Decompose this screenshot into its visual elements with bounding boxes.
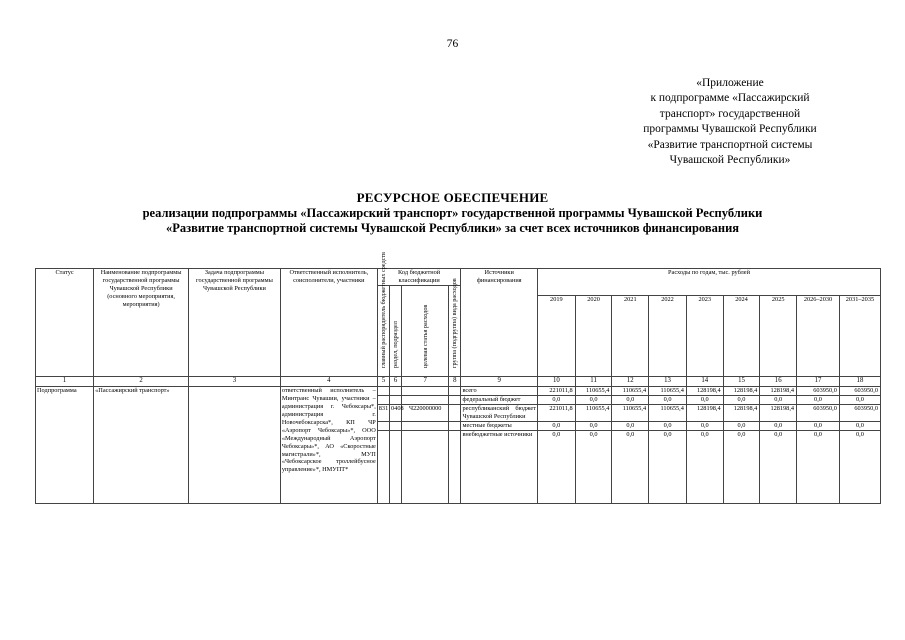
code-group	[449, 405, 461, 422]
value-cell: 128198,4	[723, 387, 760, 396]
code-cell	[449, 421, 461, 430]
value-cell: 0,0	[537, 421, 575, 430]
value-cell: 0,0	[797, 421, 840, 430]
value-cell: 603950,0	[797, 387, 840, 396]
value-cell: 110655,4	[575, 405, 612, 422]
value-cell: 0,0	[649, 430, 687, 503]
value-cell: 110655,4	[649, 387, 687, 396]
column-number: 17	[797, 377, 840, 387]
header-sources: Источники финансирования	[461, 269, 538, 377]
code-section: 0408	[390, 405, 402, 422]
value-cell: 603950,0	[839, 405, 880, 422]
appendix-line: к подпрограмме «Пассажирский	[650, 92, 810, 105]
code-cell	[377, 396, 389, 405]
header-code-section-text: раздел, подраздел	[392, 321, 400, 368]
header-task: Задача подпрограммы государственной программы Чувашской Республики	[189, 269, 281, 377]
source-label: федеральный бюджет	[461, 396, 538, 405]
header-status: Статус	[36, 269, 94, 377]
column-number: 15	[723, 377, 760, 387]
value-cell: 128198,4	[686, 387, 723, 396]
value-cell: 0,0	[760, 421, 797, 430]
appendix-line: «Приложение	[696, 77, 764, 89]
document-title	[0, 190, 905, 237]
value-cell: 110655,4	[649, 405, 687, 422]
value-cell: 0,0	[612, 396, 649, 405]
appendix-line: программы Чувашской Республики	[643, 123, 817, 136]
header-name: Наименование подпрограммы государственной программы Чувашской Республики (основного мероприятия, мероприятия)	[94, 269, 189, 377]
header-code-grbs	[377, 251, 389, 377]
header-year: 2031–2035	[839, 296, 880, 377]
title-line: «Развитие транспортной системы Чувашской Республики» за счет всех источников финансирования	[165, 221, 740, 235]
value-cell: 0,0	[612, 421, 649, 430]
value-cell: 0,0	[575, 421, 612, 430]
header-year: 2024	[723, 296, 760, 377]
header-expenses-spacer	[537, 285, 880, 296]
code-cell	[390, 430, 402, 503]
value-cell: 0,0	[723, 421, 760, 430]
value-cell: 0,0	[612, 430, 649, 503]
value-cell: 110655,4	[612, 405, 649, 422]
value-cell: 0,0	[686, 421, 723, 430]
code-cell	[390, 387, 402, 396]
header-code-grbs-text: главный распорядитель бюджетных средств	[379, 251, 387, 368]
column-number: 10	[537, 377, 575, 387]
code-target: Ч220000000	[402, 405, 449, 422]
value-cell: 128198,4	[723, 405, 760, 422]
value-cell: 0,0	[649, 396, 687, 405]
column-number: 5	[377, 377, 389, 387]
value-cell: 110655,4	[575, 387, 612, 396]
source-label: республиканский бюджет Чувашской Республики	[462, 405, 536, 421]
code-cell	[390, 396, 402, 405]
code-cell	[377, 387, 389, 396]
value-cell: 128198,4	[760, 387, 797, 396]
code-grbs: 831	[377, 405, 389, 422]
value-cell: 0,0	[537, 430, 575, 503]
column-number: 12	[612, 377, 649, 387]
header-year: 2019	[537, 296, 575, 377]
column-number: 16	[760, 377, 797, 387]
column-number: 3	[189, 377, 281, 387]
appendix-block	[600, 76, 860, 168]
code-cell	[402, 396, 449, 405]
source-label: местные бюджеты	[461, 421, 538, 430]
code-cell	[390, 421, 402, 430]
code-cell	[449, 396, 461, 405]
value-cell: 0,0	[575, 430, 612, 503]
code-cell	[402, 421, 449, 430]
value-cell: 0,0	[839, 421, 880, 430]
value-cell: 221011,8	[537, 387, 575, 396]
value-cell: 0,0	[537, 396, 575, 405]
row-status: Подпрограмма	[36, 387, 94, 504]
column-number: 13	[649, 377, 687, 387]
page-number: 76	[446, 38, 459, 50]
row-name: «Пассажирский транспорт»	[94, 387, 189, 504]
header-year: 2025	[760, 296, 797, 377]
column-number: 4	[280, 377, 377, 387]
column-number: 8	[449, 377, 461, 387]
value-cell: 0,0	[723, 430, 760, 503]
resource-table	[35, 251, 881, 504]
value-cell: 603950,0	[797, 405, 840, 422]
row-responsible: ответственный исполнитель – Минтранс Чувашии, участники – администрация г. Чебоксары*, администрация г. Новочебоксарска*, КП ЧР «Аэропорт Чебоксары»*, ООО «Международный Аэропорт Чебоксары»*, АО «Скоростные магистрали»*, МУП «Чебоксарское троллейбусное управление»*, НМУПТ*	[280, 387, 377, 504]
value-cell: 0,0	[723, 396, 760, 405]
column-number: 7	[402, 377, 449, 387]
header-responsible: Ответственный исполнитель, соисполнители, участники	[280, 269, 377, 377]
header-year: 2023	[686, 296, 723, 377]
value-cell: 128198,4	[686, 405, 723, 422]
column-number: 9	[461, 377, 538, 387]
source-label: всего	[461, 387, 538, 396]
code-cell	[449, 430, 461, 503]
header-code-section	[390, 285, 402, 377]
column-number: 11	[575, 377, 612, 387]
value-cell: 128198,4	[760, 405, 797, 422]
code-cell	[377, 421, 389, 430]
code-cell	[449, 387, 461, 396]
value-cell: 0,0	[575, 396, 612, 405]
value-cell: 0,0	[649, 421, 687, 430]
column-number: 1	[36, 377, 94, 387]
header-expenses: Расходы по годам, тыс. рублей	[537, 269, 880, 286]
source-label: внебюджетные источники	[461, 430, 538, 503]
header-code-group	[449, 278, 461, 377]
appendix-line: транспорт» государственной	[659, 107, 801, 120]
title-line: реализации подпрограммы «Пассажирский транспорт» государственной программы Чувашской Республики	[142, 205, 763, 220]
column-number: 2	[94, 377, 189, 387]
code-cell	[377, 430, 389, 503]
row-task	[189, 387, 281, 504]
header-code-group-text: группа (подгруппа) вида расходов	[451, 278, 459, 368]
header-year: 2026–2030	[797, 296, 840, 377]
column-number: 18	[839, 377, 880, 387]
value-cell: 603950,0	[839, 387, 880, 396]
header-budget-code: Код бюджетной классификации	[377, 269, 461, 286]
header-year: 2021	[612, 296, 649, 377]
appendix-line: «Развитие транспортной системы	[647, 138, 813, 151]
header-year: 2022	[649, 296, 687, 377]
value-cell: 0,0	[760, 430, 797, 503]
value-cell: 0,0	[797, 396, 840, 405]
title-line: РЕСУРСНОЕ ОБЕСПЕЧЕНИЕ	[356, 190, 549, 205]
value-cell: 0,0	[839, 396, 880, 405]
column-number: 14	[686, 377, 723, 387]
value-cell: 221011,8	[537, 405, 575, 422]
value-cell: 110655,4	[612, 387, 649, 396]
value-cell: 0,0	[797, 430, 840, 503]
value-cell: 0,0	[760, 396, 797, 405]
header-code-target	[402, 285, 449, 377]
value-cell: 0,0	[686, 430, 723, 503]
header-year: 2020	[575, 296, 612, 377]
header-code-target-text: целевая статья расходов	[421, 304, 429, 368]
code-cell	[402, 430, 449, 503]
value-cell: 0,0	[686, 396, 723, 405]
value-cell: 0,0	[839, 430, 880, 503]
code-cell	[402, 387, 449, 396]
column-number: 6	[390, 377, 402, 387]
appendix-line: Чувашской Республики»	[669, 154, 791, 167]
